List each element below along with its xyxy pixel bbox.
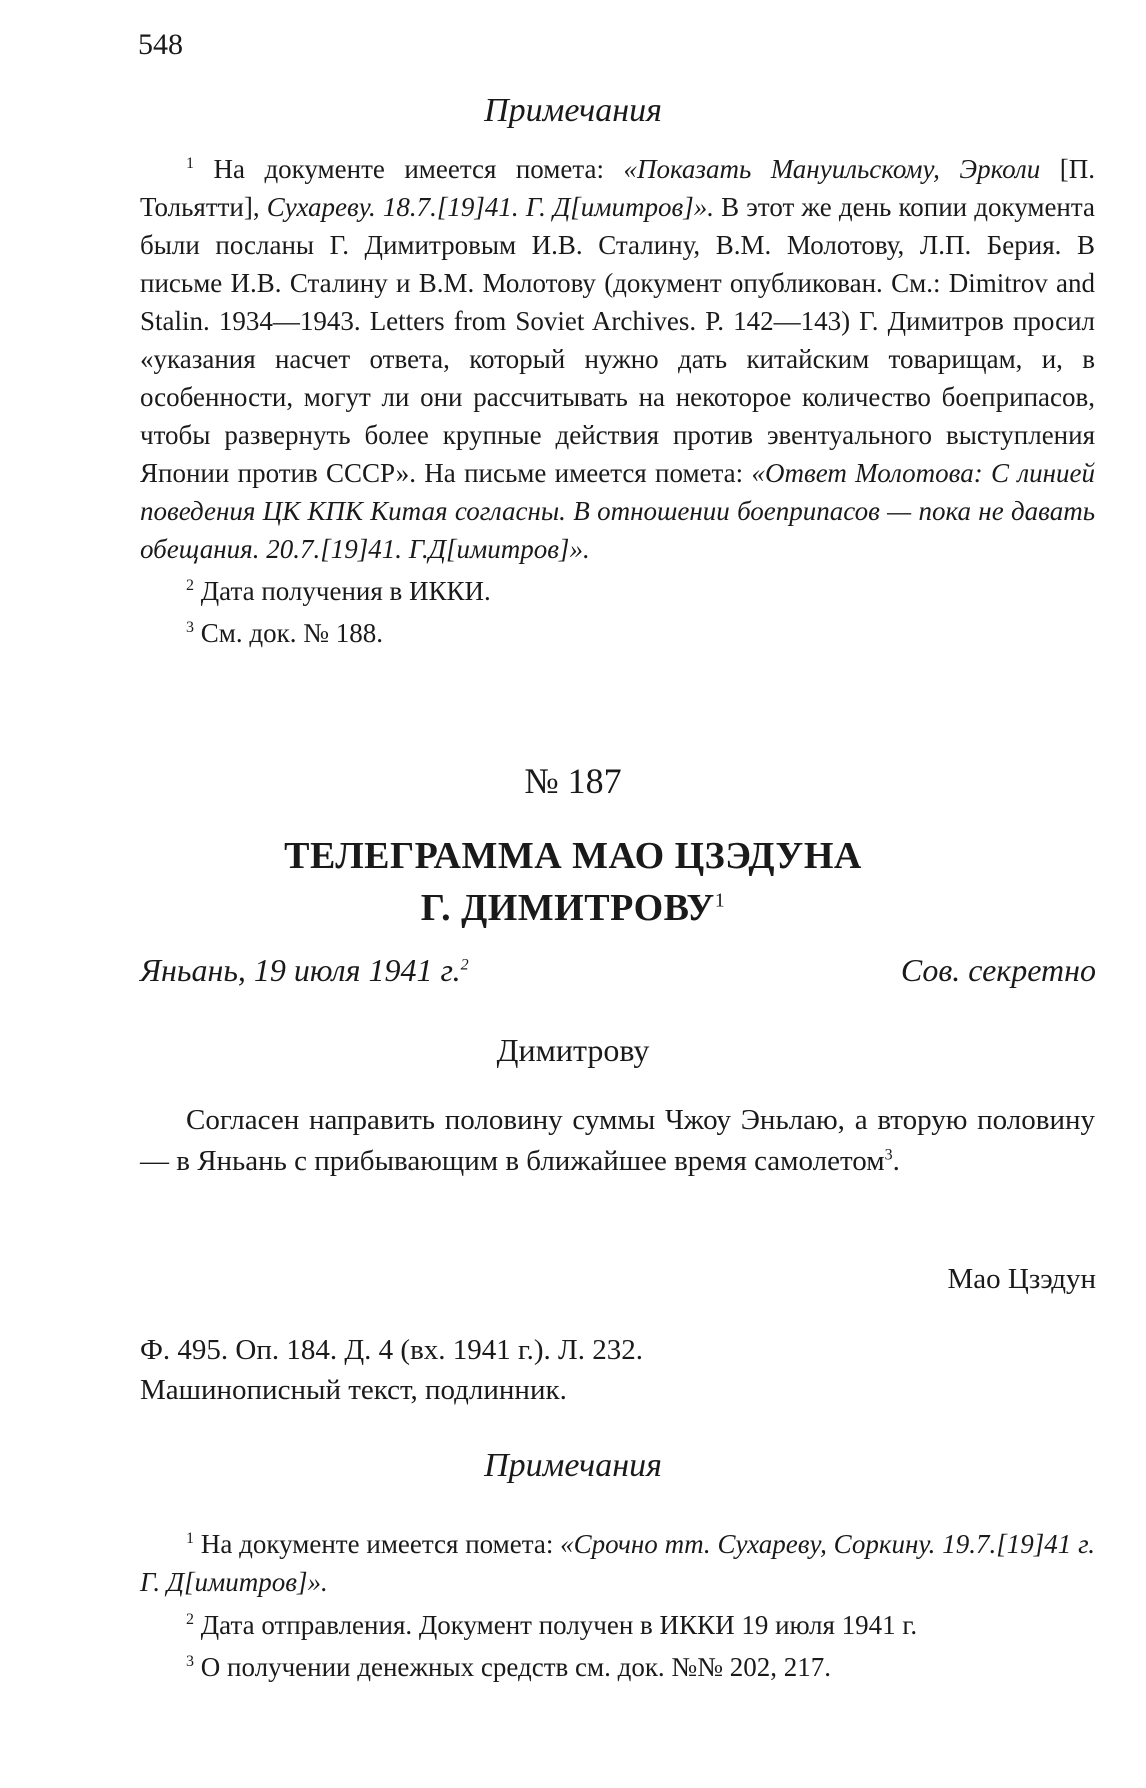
title-line-2-text: Г. ДИМИТРОВУ: [420, 887, 715, 929]
archive-reference: [140, 1330, 643, 1410]
place-date-text: Яньань, 19 июля 1941 г.: [140, 952, 461, 988]
title-line-2: [0, 882, 1146, 934]
footnote-text: О получении денежных средств см. док. №№ 202, 217.: [200, 1652, 831, 1682]
footnote-bottom-2: [186, 1606, 1095, 1644]
footnote-text: См. док. № 188.: [200, 618, 383, 648]
footnote-text: [П. Тольятти],: [140, 154, 1096, 222]
addressee: Димитрову: [496, 1032, 650, 1068]
notes-heading: Примечания: [484, 92, 662, 129]
footnote-bottom-3: [186, 1648, 1095, 1686]
footnote-3: [186, 614, 1095, 652]
footnote-marker: 1: [186, 1530, 194, 1547]
footnote-text: Дата отправления. Документ получен в ИККИ 19 июля 1941 г.: [200, 1610, 918, 1640]
footnote-marker: 3: [186, 1653, 194, 1670]
classification: Сов. секретно: [900, 952, 1096, 988]
archive-line-2: Машинописный текст, подлинник.: [140, 1374, 567, 1406]
footnote-italic: Сухареву. 18.7.[19]41. Г. Д[имитров]».: [266, 192, 714, 222]
notes-heading-bottom: Примечания: [484, 1447, 662, 1484]
body-text-end: .: [892, 1145, 900, 1177]
footnote-text: В этот же день копии документа были посланы Г. Димитровым И.В. Сталину, В.М. Молотову, Л.П. Берия. В письме И.В. Сталину и В.М. Молотову (документ опубликован. См.: Dimitrov and Stalin. 1934—1943. Letters from Soviet Archives. P. 142—143) Г. Димитров просил «указания насчет ответа, который нужно дать китайским товарищам, и, в особенности, могут ли они рассчитывать на некоторое количество боеприпасов, чтобы развернуть более крупные действия против эвентуального выступления Японии против СССР». На письме имеется помета:: [140, 192, 1095, 488]
footnote-marker: 2: [186, 1611, 194, 1628]
document-title: [0, 830, 1146, 934]
footnote-marker: 2: [460, 956, 469, 974]
footnote-2: [186, 572, 1095, 610]
footnote-italic: «Ответ Молотова: С линией поведения ЦК КПК Китая согласны. В отношении боеприпасов — пока не давать обещания. 20.7.[19]41. Г.Д[имитров]».: [140, 458, 1095, 564]
place-date: [140, 952, 469, 989]
page-number: 548: [138, 28, 183, 61]
document-number: № 187: [524, 761, 622, 801]
footnote-text: Дата получения в ИККИ.: [200, 576, 491, 606]
footnote-marker: 1: [714, 889, 726, 912]
archive-line-1: Ф. 495. Оп. 184. Д. 4 (вх. 1941 г.). Л. 232.: [140, 1334, 643, 1366]
footnote-marker: 1: [186, 155, 194, 172]
footnote-text: На документе имеется помета:: [200, 1529, 561, 1559]
footnote-italic: «Показать Мануильскому, Эрколи: [623, 154, 1041, 184]
signature: Мао Цзэдун: [947, 1263, 1096, 1295]
footnote-bottom-1: [140, 1525, 1095, 1601]
footnote-text: На документе имеется помета:: [213, 154, 624, 184]
telegram-body: [140, 1100, 1095, 1182]
footnote-italic: «Срочно тт. Сухареву, Соркину. 19.7.[19]41 г. Г. Д[имитров]».: [140, 1529, 1095, 1597]
footnote-marker: 2: [186, 577, 194, 594]
footnote-marker: 3: [186, 619, 194, 636]
title-line-1: ТЕЛЕГРАММА МАО ЦЗЭДУНА: [284, 835, 862, 877]
body-text: Согласен направить половину суммы Чжоу Эньлаю, а вторую половину — в Яньань с прибывающим в ближайшее время самолетом: [140, 1104, 1095, 1177]
footnote-1: [140, 150, 1095, 568]
footnote-marker: 3: [884, 1146, 893, 1164]
